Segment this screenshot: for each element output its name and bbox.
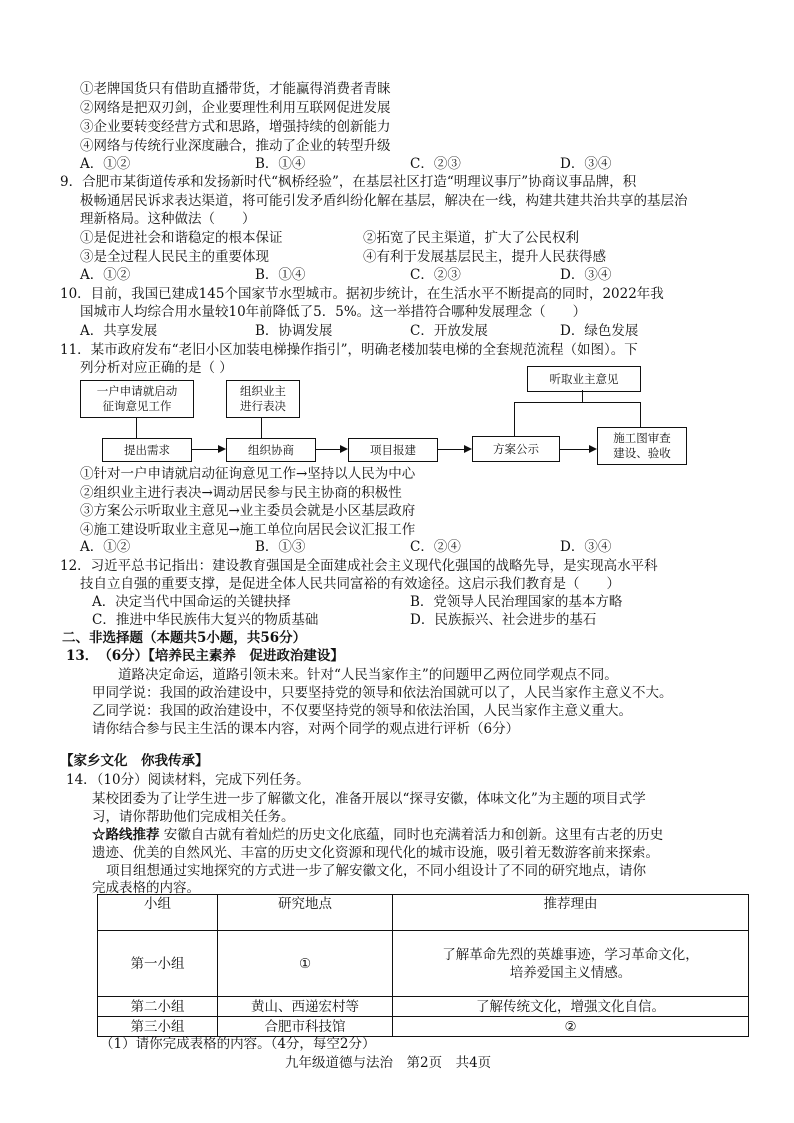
q13-line-3: 乙同学说：我国的政治建设中，不仅要坚持党的领导和依法治国，人民当家作主意义重大。	[92, 703, 632, 719]
flow-connector-v3	[514, 402, 515, 436]
q9-stem-line-1: 9．合肥市某街道传承和发扬新时代“枫桥经验”，在基层社区打造“明理议事厅”协商议事品牌，积	[60, 174, 637, 190]
q8-choice-c: C．②③	[410, 156, 461, 172]
table-cell-reason-blank-2: ②	[393, 1017, 749, 1037]
q14-line-3-row	[92, 826, 663, 844]
q14-line-3: 安徽自古就有着灿烂的历史文化底蕴，同时也充满着活力和创新。这里有古老的历史	[163, 827, 664, 843]
q14-task-1: （1）请你完成表格的内容。（4分，每空2分）	[100, 1036, 376, 1052]
q12-option-c: C．推进中华民族伟大复兴的物质基础	[92, 612, 319, 628]
flow-box-hear-opinions	[527, 366, 641, 392]
flow-step-construction	[597, 427, 687, 465]
flow-connector-v1	[136, 417, 137, 438]
flow-step-construction-line-2: 建设、验收	[613, 446, 671, 460]
q9-stem-line-3: 理新格局。这种做法（ ）	[80, 211, 256, 227]
flow-arrow-line-3	[437, 449, 464, 450]
q10-stem-line-1: 10．目前，我国已建成145个国家节水型城市。据初步统计，在生活水平不断提高的同时，2022年我	[60, 286, 664, 302]
flow-box-apply-consult	[80, 380, 194, 418]
q8-choice-b: B．①④	[255, 156, 306, 172]
q14-line-2: 习，请你帮助他们完成相关任务。	[92, 809, 295, 825]
q11-option-3: ③方案公示听取业主意见→业主委员会就是小区基层政府	[80, 503, 416, 519]
q13-line-1: 道路决定命运，道路引领未来。针对“人民当家作主”的问题甲乙两位同学观点不同。	[118, 667, 618, 683]
flow-connector-h-top	[514, 402, 640, 403]
flow-arrow-line-4	[559, 449, 589, 450]
flow-box-owner-vote	[226, 380, 300, 418]
q11-choice-a: A．①②	[80, 539, 131, 555]
q14-heading: 14．（10分）阅读材料，完成下列任务。	[66, 772, 310, 788]
flow-box-apply-consult-line-2: 征询意见工作	[102, 399, 172, 413]
q10-choice-d: D．绿色发展	[560, 323, 639, 339]
q14-line-5: 项目组想通过实地探究的方式进一步了解安徽文化，不同小组设计了不同的研究地点，请你	[106, 863, 646, 879]
flow-arrow-head-1	[218, 445, 226, 453]
q10-choice-c: C．开放发展	[410, 323, 488, 339]
table-cell-reason-line-1: 了解革命先烈的英雄事迹，学习革命文化，	[442, 946, 699, 963]
q13-line-2: 甲同学说：我国的政治建设中，只要坚持党的领导和依法治国就可以了，人民当家作主意义不大。	[92, 685, 673, 701]
flow-step-organize-consult-label: 组织协商	[248, 442, 294, 457]
q12-option-b: B．党领导人民治理国家的基本方略	[410, 594, 623, 610]
flow-step-plan-publicity-label: 方案公示	[493, 441, 539, 456]
q9-stem-line-2: 极畅通居民诉求表达渠道，将可能引发矛盾纠纷化解在基层，解决在一线，构建共建共治共享的基层治	[80, 193, 688, 209]
table-cell-place-blank-1: ①	[218, 931, 393, 997]
q14-line-1: 某校团委为了让学生进一步了解徽文化，准备开展以“探寻安徽，体味文化”为主题的项目式学	[92, 791, 646, 807]
q13-heading: 13． （6分）【培养民主素养 促进政治建设】	[66, 648, 344, 664]
q11-choice-b: B．①③	[255, 539, 306, 555]
q11-choice-d: D．③④	[560, 539, 612, 555]
flow-arrow-head-4	[589, 445, 597, 453]
flow-arrow-head-3	[464, 445, 472, 453]
section-2-heading: 二、非选择题（本题共5小题，共56分）	[62, 630, 307, 646]
q11-choice-c: C．②④	[410, 539, 461, 555]
q11-option-4: ④施工建设听取业主意见→施工单位向居民会议汇报工作	[80, 522, 416, 538]
q12-stem-line-1: 12．习近平总书记指出：建设教育强国是全面建成社会主义现代化强国的战略先导，是实现高水平科	[60, 558, 658, 574]
table-cell-reason: 了解传统文化，增强文化自信。	[393, 997, 749, 1017]
flow-step-submit-request-label: 提出需求	[124, 442, 170, 457]
q10-stem-line-2: 国城市人均综合用水量较10年前降低了5．5%。这一举措符合哪种发展理念（ ）	[80, 304, 587, 320]
q9-choice-d: D．③④	[560, 267, 612, 283]
q9-choice-c: C．②③	[410, 267, 461, 283]
table-cell-group: 第一小组	[98, 931, 218, 997]
route-recommend-label: ☆路线推荐	[92, 827, 160, 843]
q12-option-d: D．民族振兴、社会进步的基石	[410, 612, 597, 628]
flow-box-apply-consult-line-1: 一户申请就启动	[96, 384, 178, 398]
q14-research-table	[97, 894, 749, 1037]
flow-step-project-filing-label: 项目报建	[370, 442, 416, 457]
q10-choice-b: B．协调发展	[255, 323, 333, 339]
flow-step-construction-line-1: 施工图审查	[613, 431, 671, 445]
q9-choice-a: A．①②	[80, 267, 131, 283]
q14-line-6: 完成表格的内容。	[92, 880, 200, 896]
flow-connector-v5	[640, 402, 641, 427]
q8-choice-d: D．③④	[560, 156, 612, 172]
table-header-group: 小组	[98, 895, 218, 931]
q12-stem-line-2: 技自立自强的重要支撑，是促进全体人民共同富裕的有效途径。这启示我们教育是（ ）	[80, 576, 620, 592]
flow-step-plan-publicity	[472, 436, 560, 462]
table-cell-reason-line-2: 培养爱国主义情感。	[509, 964, 632, 981]
q8-option-1: ①老牌国货只有借助直播带货，才能赢得消费者青睐	[80, 81, 391, 97]
flow-arrow-head-2	[340, 445, 348, 453]
flow-box-hear-opinions-label: 听取业主意见	[549, 371, 619, 386]
table-cell-place: 合肥市科技馆	[218, 1017, 393, 1037]
q9-choice-b: B．①④	[255, 267, 306, 283]
q11-stem-line-2: 列分析对应正确的是（ ）	[80, 360, 233, 376]
q14-line-4: 遗迹、优美的自然风光、丰富的历史文化资源和现代化的城市设施，吸引着无数游客前来探索。	[92, 845, 659, 861]
q11-option-1: ①针对一户申请就启动征询意见工作→坚持以人民为中心	[80, 466, 416, 482]
flow-step-project-filing	[348, 438, 438, 462]
q8-choice-a: A．①②	[80, 156, 131, 172]
flow-arrow-line-1	[191, 449, 218, 450]
q12-option-a: A．决定当代中国命运的关键抉择	[92, 594, 291, 610]
table-row	[98, 1017, 749, 1037]
table-header-row	[98, 895, 749, 931]
table-row	[98, 997, 749, 1017]
flow-arrow-line-2	[315, 449, 340, 450]
flow-box-owner-vote-line-2: 进行表决	[240, 399, 286, 413]
q10-choice-a: A．共享发展	[80, 323, 158, 339]
q8-option-3: ③企业要转变经营方式和思路，增强持续的创新能力	[80, 119, 391, 135]
table-header-reason: 推荐理由	[393, 895, 749, 931]
q11-option-2: ②组织业主进行表决→调动居民参与民主协商的积极性	[80, 485, 402, 501]
flow-connector-v4	[582, 390, 583, 402]
flow-connector-v2	[261, 417, 262, 438]
table-cell-reason	[393, 931, 749, 997]
table-cell-place: 黄山、西递宏村等	[218, 997, 393, 1017]
q8-option-4: ④网络与传统行业深度融合，推动了企业的转型升级	[80, 138, 391, 154]
table-row	[98, 931, 749, 997]
flow-box-owner-vote-line-1: 组织业主	[240, 384, 286, 398]
table-cell-group: 第三小组	[98, 1017, 218, 1037]
table-header-place: 研究地点	[218, 895, 393, 931]
q8-option-2: ②网络是把双刃剑，企业要理性利用互联网促进发展	[80, 100, 391, 116]
flow-step-organize-consult	[226, 438, 316, 462]
flow-step-submit-request	[102, 438, 192, 462]
q9-option-1: ①是促进社会和谐稳定的根本保证	[80, 230, 283, 246]
q9-option-2: ②拓宽了民主渠道，扩大了公民权利	[363, 230, 579, 246]
unit-title: 【家乡文化 你我传承】	[60, 753, 209, 769]
q11-stem-line-1: 11．某市政府发布“老旧小区加装电梯操作指引”，明确老楼加装电梯的全套规范流程（如图）。下	[60, 342, 638, 358]
q13-line-4: 请你结合参与民主生活的课本内容，对两个同学的观点进行评析（6分）	[92, 721, 520, 737]
table-cell-group: 第二小组	[98, 997, 218, 1017]
page-footer: 九年级道德与法治 第2页 共4页	[285, 1055, 492, 1071]
q9-option-4: ④有利于发展基层民主，提升人民获得感	[363, 249, 606, 265]
q9-option-3: ③是全过程人民民主的重要体现	[80, 249, 269, 265]
